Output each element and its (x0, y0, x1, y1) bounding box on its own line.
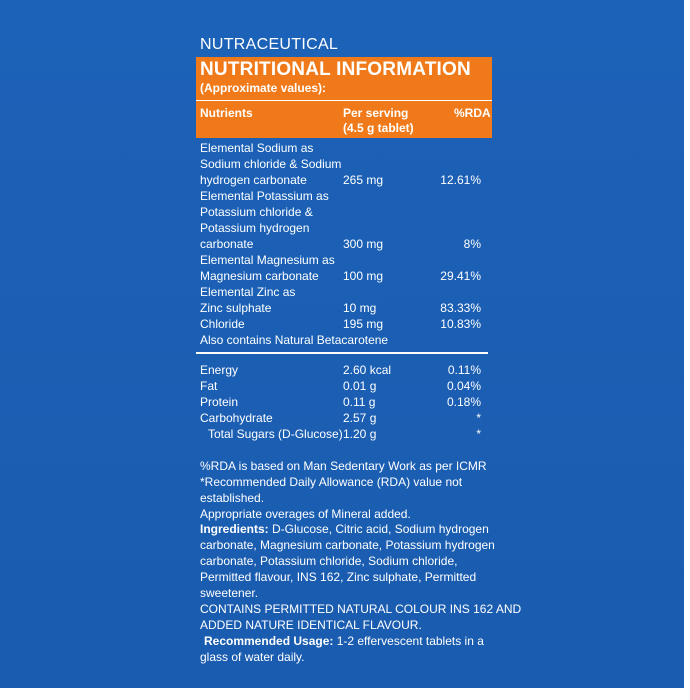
nutrient-name: Magnesium carbonate (200, 269, 319, 283)
nutrient-amount: 300 mg (343, 237, 384, 251)
band-divider (196, 100, 492, 101)
eyebrow-text: NUTRACEUTICAL (200, 36, 339, 53)
ingredients-text: carbonate, Potassium chloride, Sodium chloride, (200, 554, 458, 568)
nutrient-amount: 265 mg (343, 173, 384, 187)
nutrient-amount: 10 mg (343, 301, 377, 315)
ingredients-text: carbonate, Magnesium carbonate, Potassium hydrogen (200, 538, 495, 552)
nutrient-name: Elemental Potassium as (200, 189, 329, 203)
nutrient-rda: 83.33% (440, 301, 481, 315)
ingredients-text: D-Glucose, Citric acid, Sodium hydrogen (268, 522, 489, 536)
rda-star-note: *Recommended Daily Allowance (RDA) value not (200, 475, 463, 489)
nutrient-name: Elemental Magnesium as (200, 253, 335, 267)
col-header-rda: %RDA (454, 106, 491, 120)
macro-name: Energy (200, 363, 239, 377)
nutrient-name: Potassium chloride & (200, 205, 313, 219)
macro-rda: 0.11% (447, 363, 481, 377)
usage-text: 1-2 effervescent tablets in a (333, 634, 484, 648)
page-title: NUTRITIONAL INFORMATION (200, 59, 471, 80)
page-subtitle: (Approximate values): (200, 81, 327, 95)
nutrient-name: carbonate (200, 237, 254, 251)
ingredients-label: Ingredients: (200, 522, 269, 536)
betacarotene-note: Also contains Natural Betacarotene (200, 333, 389, 347)
macro-amount: 0.11 g (343, 395, 376, 409)
macro-amount: 2.60 kcal (343, 363, 392, 377)
macro-name: Carbohydrate (200, 411, 273, 425)
macro-rda: 0.18% (446, 395, 481, 409)
nutrient-name: Zinc sulphate (200, 301, 272, 315)
macro-amount: 0.01 g (343, 379, 377, 393)
overages-note: Appropriate overages of Mineral added. (200, 507, 411, 521)
rda-star-note: established. (200, 491, 265, 505)
nutrient-name: Chloride (200, 317, 245, 331)
macro-amount: 2.57 g (343, 411, 377, 425)
col-header-tablet-size: (4.5 g tablet) (343, 121, 414, 135)
macro-name: Protein (200, 395, 239, 409)
macro-rda: 0.04% (446, 379, 481, 393)
macro-rda: * (476, 411, 481, 425)
header-band (196, 57, 492, 138)
macro-rda: * (476, 427, 481, 441)
nutrient-name: hydrogen carbonate (200, 173, 307, 187)
nutrient-amount: 100 mg (343, 269, 384, 283)
nutrient-name: Elemental Sodium as (200, 141, 314, 155)
nutrient-rda: 8% (463, 237, 481, 251)
colour-note: ADDED NATURE IDENTICAL FLAVOUR. (200, 618, 422, 632)
nutrient-rda: 10.83% (440, 317, 481, 331)
col-header-per-serving: Per serving (343, 106, 409, 120)
nutrient-rda: 12.61% (440, 173, 481, 187)
ingredients-line (200, 521, 489, 537)
macro-name: Total Sugars (D-Glucose) (208, 427, 343, 441)
nutrient-amount: 195 mg (343, 317, 384, 331)
nutrient-name: Elemental Zinc as (200, 285, 296, 299)
usage-line (204, 633, 484, 649)
macro-name: Fat (200, 379, 218, 393)
colour-note: CONTAINS PERMITTED NATURAL COLOUR INS 162 AND (200, 602, 522, 616)
rda-basis-note: %RDA is based on Man Sedentary Work as per ICMR (200, 459, 487, 473)
usage-label: Recommended Usage: (204, 634, 334, 648)
nutrient-name: Sodium chloride & Sodium (200, 157, 342, 171)
usage-text: glass of water daily. (200, 650, 305, 664)
macro-amount: 1.20 g (343, 427, 377, 441)
nutrient-name: Potassium hydrogen (200, 221, 310, 235)
ingredients-text: sweetener. (200, 586, 259, 600)
nutrient-rda: 29.41% (440, 269, 481, 283)
col-header-nutrients: Nutrients (200, 106, 253, 120)
ingredients-text: Permitted flavour, INS 162, Zinc sulphate, Permitted (200, 570, 477, 584)
section-divider (196, 352, 488, 354)
